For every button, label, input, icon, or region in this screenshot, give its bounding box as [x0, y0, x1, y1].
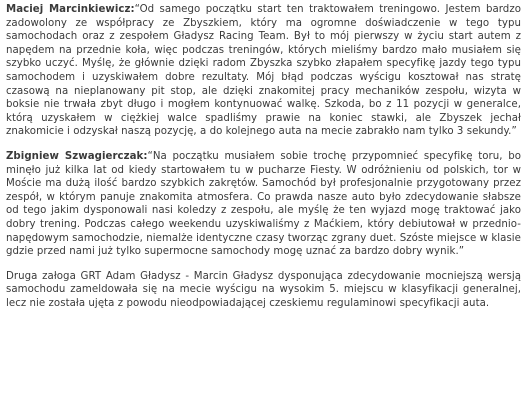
quote-text: “Od samego początku start ten traktowałem treningowo. Jestem bardzo zadowolony ze współpracy ze Zbyszkiem, który ma ogromne doświadczenie w tego typu samochodach oraz z zespołem Gładysz Racing Team. Był to mój pierwszy w życiu start autem z napędem na przednie koła, więc podczas treningów, których mieliśmy bardzo mało musiałem się szybko uczyć. Myślę, że głównie dzięki radom Zbyszka szybko złapałem specyfikę jazdy tego typu samochodem i uzyskiwałem dobre rezultaty. Mój błąd podczas wyścigu kosztował nas stratę czasową na nieplanowany pit stop, ale dzięki znakomitej pracy mechaników zespołu, wizyta w boksie nie trwała zbyt długo i mogłem kontynuować walkę. Szkoda, bo z 11 pozycji w generalce, którą uzyskałem w ciężkiej walce spadliśmy prawie na koniec stawki, ale Zbyszek jechał znakomicie i odzyskał naszą pozycję, a do kolejnego auta na mecie zabrakło nam tylko 3 sekundy.” — [6, 4, 522, 138]
speaker-name: Zbigniew Szwagierczak: — [6, 150, 148, 162]
quote-paragraph-marcinkiewicz — [6, 3, 521, 139]
quote-text: “Na początku musiałem sobie trochę przypomnieć specyfikę toru, bo minęło już kilka lat od kiedy startowałem tu w pucharze Fiesty. W odróżnieniu od polskich, tor w Moście ma dużą ilość bardzo szybkich zakrętów. Samochód był profesjonalnie przygotowany przez zespół, w którym panuje znakomita atmosfera. Co prawda nasze auto było zdecydowanie słabsze od tego jakim dysponowali nasi koledzy z zespołu, ale myślę że ten wyjazd mogę traktować jako dobry trening. Podczas całego weekendu uzyskiwaliśmy z Maćkiem, który debiutował w przednio-napędowym samochodzie, niemalże identyczne czasy tworząc zgrany duet. Szóste miejsce w klasie gdzie przed nami już tylko supermocne samochody mogę uznać za bardzo dobry wynik.” — [6, 150, 522, 258]
quote-paragraph-szwagierczak — [6, 150, 521, 259]
summary-paragraph — [6, 270, 521, 311]
speaker-name: Maciej Marcinkiewicz: — [6, 4, 135, 15]
summary-text: Druga załoga GRT Adam Gładysz - Marcin Gładysz dysponująca zdecydowanie mocniejszą wersją samochodu zameldowała się na mecie wyścigu na wysokim 5. miejscu w klasyfikacji generalnej, lecz nie została ujęta z powodu nieodpowiadającej czeskiemu regulaminowi specyfikacji auta. — [6, 270, 521, 309]
